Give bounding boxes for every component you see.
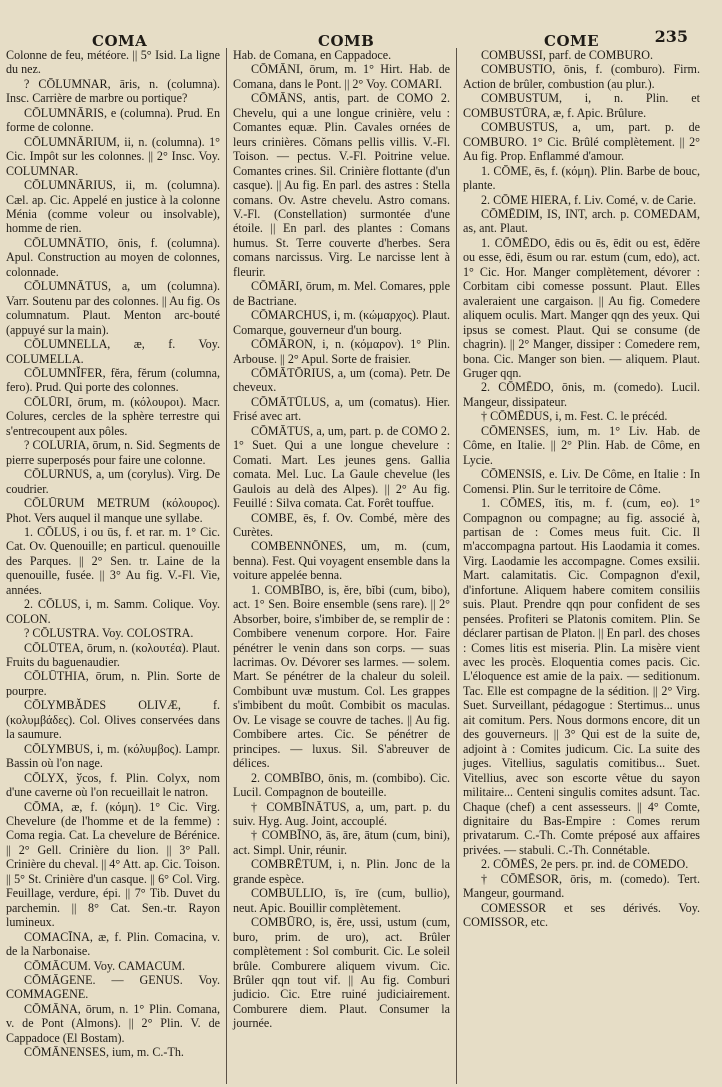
columns: [6, 48, 716, 1084]
dictionary-entry: CŌLUMNĀRIS, e (columna). Prud. En forme de colonne.: [6, 105, 220, 135]
running-head-middle: COMB: [318, 32, 375, 50]
dictionary-entry: 2. CŌME HIERA, f. Liv. Comé, v. de Carie.: [481, 192, 697, 207]
dictionary-entry: 2. CŌMĒS, 2e pers. pr. ind. de COMEDO.: [481, 857, 689, 872]
dictionary-entry: 1. CŌMES, ĭtis, m. f. (cum, eo). 1° Compagnon ou compagne; au fig. associé à, partisan de : Comes meus fuit. Cic. Il m'accompagna partout. His Laodamia it comes. Virg. Laodamie les accompagne. Comes exsilii. Mart. calamitatis. Cic. Compagnon d'exil, d'infortune. Aliquem habere comitem consiliis suis. Plaut. Prendre qqn pour confident de ses pensées. Profiteri se Platonis comitem. Plin. Se déclarer partisan de Platon. || En parl. des choses : Comes litis est miseria. Plin. La misère vient avec les procès. Eloquentia comes pacis. Cic. L'éloquence est amie de la paix. — seditionum. Tac. Elle est compagne de la sédition. || 2° Virg. Suet. Surveillant, pédagogue : Stertimus... unus ait comitum. Pers. Nous dormons encore, dit un des gouverneurs. || 3° Qui est de la suite de, adjoint à : Comites judicum. Cic. La suite des juges. Vitellius, sagulatis comitibus... Suet. Vitellius, avec son escorte vêtue du sayon militaire... Centeni singulis comites adsunt. Tac. Chaque (chef) a cent assesseurs. || 4° Comte, dignitaire du Bas-Empire : Comes rerum privatarum. C.-Th. Comte préposé aux affaires privées. — stabuli. C.-Th. Connétable.: [463, 496, 700, 857]
dictionary-entry: CŌMĀGENE. — GENUS. Voy. COMMAGENE.: [6, 973, 220, 1002]
dictionary-entry: CŌMA, æ, f. (κόμη). 1° Cic. Virg. Chevelure (de l'homme et de la femme) : Coma regia. Cat. La chevelure de Bérénice. || 2° Gell. Crinière du lion. || 3° Pall. Crinière du cheval. || 4° Att. ap. Cic. Toison. || 5° St. Crinière d'un casque. || 6° Col. Virg. Feuillage, verdure, épi. || 7° Tib. Duvet du parchemin. || 8° Cat. Sen.-tr. Rayon lumineux.: [6, 799, 220, 930]
dictionary-entry: ? CŌLUSTRA. Voy. COLOSTRA.: [24, 626, 194, 641]
dictionary-entry: CŌMĀRI, ōrum, m. Mel. Comares, pple de Bactriane.: [233, 279, 450, 308]
dictionary-entry: CŌMARCHUS, i, m. (κώμαρχος). Plaut. Comarque, gouverneur d'un bourg.: [233, 308, 450, 337]
dictionary-entry: Colonne de feu, météore. || 5° Isid. La ligne du nez.: [6, 48, 220, 77]
dictionary-entry: 2. CŌMĒDO, ōnis, m. (comedo). Lucil. Mangeur, dissipateur.: [463, 380, 700, 409]
dictionary-entry: COMBUSSI, parf. de COMBURO.: [481, 48, 654, 62]
dictionary-entry: 2. COMBĪBO, ōnis, m. (combibo). Cic. Lucil. Compagnon de bouteille.: [233, 770, 450, 800]
running-head-left: COMA: [92, 32, 148, 50]
dictionary-entry: CŌMĀTŪLUS, a, um (comatus). Hier. Frisé avec art.: [233, 394, 450, 424]
dictionary-entry: CŌMĀRON, i, n. (κόμαρον). 1° Plin. Arbouse. || 2° Apul. Sorte de fraisier.: [233, 337, 450, 366]
dictionary-entry: 1. CŌME, ēs, f. (κόμη). Plin. Barbe de bouc, plante.: [463, 163, 700, 193]
dictionary-entry: CŌLUMNĀTIO, ōnis, f. (columna). Apul. Construction au moyen de colonnes, colonnade.: [6, 235, 220, 279]
column-3: [456, 48, 708, 1084]
dictionary-entry: ? CŌLUMNAR, āris, n. (columna). Insc. Carrière de marbre ou portique?: [6, 76, 220, 106]
dictionary-entry: COMESSOR et ses dérivés. Voy. COMISSOR, etc.: [463, 900, 700, 930]
dictionary-entry: CŌLUMNĀTUS, a, um (columna). Varr. Soutenu par des colonnes. || Au fig. Os columnatum. Plaut. Menton arc-bouté (appuyé sur la main).: [6, 279, 220, 337]
page-header: [6, 4, 716, 48]
dictionary-entry: CŌMĀNA, ōrum, n. 1° Plin. Comana, v. de Pont (Almons). || 2° Plin. V. de Cappadoce (El Bostam).: [6, 1001, 220, 1045]
page-number: 235: [654, 27, 688, 46]
dictionary-entry: CŌLŪRI, ōrum, m. (κόλουροι). Macr. Colures, cercles de la sphère terrestre qui s'entrecoupent aux pôles.: [6, 394, 220, 438]
dictionary-entry: 2. CŌLUS, i, m. Samm. Colique. Voy. COLON.: [6, 597, 220, 626]
dictionary-entry: CŌLUMNĀRIUS, ii, m. (columna). Cæl. ap. Cic. Appelé en justice à la colonne Ménia (comme voleur ou insolvable), homme de rien.: [6, 178, 220, 236]
dictionary-entry: COMBUSTUS, a, um, part. p. de COMBURO. 1° Cic. Brûlé complètement. || 2° Au fig. Prop. Enflammé d'amour.: [463, 120, 700, 164]
dictionary-entry: CŌMĀTŌRIUS, a, um (coma). Petr. De cheveux.: [233, 365, 450, 395]
dictionary-entry: CŌMENSES, ium, m. 1° Liv. Hab. de Côme, en Italie. || 2° Plin. Hab. de Côme, en Lycie.: [463, 423, 700, 467]
dictionary-entry: COMBENNŌNES, um, m. (cum, benna). Fest. Qui voyagent ensemble dans la voiture appelée benna.: [233, 539, 450, 583]
dictionary-entry: CŌMĀNENSES, ium, m. C.-Th.: [24, 1045, 184, 1060]
dictionary-entry: COMBRĒTUM, i, n. Plin. Jonc de la grande espèce.: [233, 857, 450, 886]
dictionary-entry: COMBE, ēs, f. Ov. Combé, mère des Curètes.: [233, 510, 450, 539]
dictionary-entry: CŌMĀNS, antis, part. de COMO 2. Chevelu, qui a une longue crinière, velu : Comantes equæ. Plin. Cavales ornées de leurs crinières. Cŏmans pellis villis. V.-Fl. Toison. — pectus. V.-Fl. Poitrine velue. Comantes crines. Sil. Crinière flottante (d'un casque). || Au fig. En parl. des astres : Stella comans. Ov. Astre chevelu. Astro comans. V.-Fl. (Constellation) surmontée d'une étoile. || En parl. des plantes : Comans humus. St. Terre couverte d'herbes. Sera comans narcissus. Virg. Le narcisse lent à fleurir.: [233, 91, 450, 279]
dictionary-entry: CŌLŪRUM METRUM (κόλουρος). Phot. Vers auquel il manque une syllabe.: [6, 496, 220, 525]
dictionary-entry: CŌLUMNĬFER, fĕra, fĕrum (columna, fero). Prud. Qui porte des colonnes.: [6, 365, 220, 395]
dictionary-entry: † CŌMĒSOR, ōris, m. (comedo). Tert. Mangeur, gourmand.: [463, 871, 700, 901]
dictionary-entry: COMBUSTIO, ōnis, f. (comburo). Firm. Action de brûler, combustion (au plur.).: [463, 62, 700, 91]
dictionary-entry: CŌLYMBUS, i, m. (κόλυμβος). Lampr. Bassin où l'on nage.: [6, 741, 220, 771]
dictionary-entry: CŌLYMBĂDES OLIVÆ, f. (κολυμβάδες). Col. Olives conservées dans la saumure.: [6, 698, 220, 742]
dictionary-entry: CŌLŪTHIA, ōrum, n. Plin. Sorte de pourpre.: [6, 669, 220, 698]
column-2: [226, 48, 456, 1084]
dictionary-entry: CŌLUMNELLA, æ, f. Voy. COLUMELLA.: [6, 337, 220, 366]
dictionary-entry: COMBŪRO, is, ĕre, ussi, ustum (cum, buro, prim. de uro), act. Brûler complètement : Sol comburit. Cic. Le soleil brûle. Comburere aliquem vivum. Cic. Brûler qqn tout vif. || Au fig. Comburi judicio. Cic. Etre ruiné judiciairement. Comburere diem. Plaut. Consumer la journée.: [233, 915, 450, 1031]
dictionary-entry: CŌMĀTUS, a, um, part. p. de COMO 2. 1° Suet. Qui a une longue chevelure : Comati. Mart. Les jeunes gens. Gallia comata. Mel. Luc. La Gaule chevelue (les Gaulois au delà des Alpes). || 2° Au fig. Feuillé : Silva comata. Cat. Forêt touffue.: [233, 423, 450, 511]
dictionary-entry: ? COLURIA, ōrum, n. Sid. Segments de pierre superposés pour faire une colonne.: [6, 438, 220, 467]
dictionary-entry: Hab. de Comana, en Cappadoce.: [233, 48, 392, 62]
dictionary-entry: † CŌMĒDUS, i, m. Fest. C. le précéd.: [481, 409, 668, 424]
dictionary-entry: CŌLUMNĀRIUM, ii, n. (columna). 1° Cic. Impôt sur les colonnes. || 2° Insc. Voy. COLUMNAR.: [6, 134, 220, 178]
dictionary-entry: CŌMĀCUM. Voy. CAMACUM.: [24, 958, 186, 973]
dictionary-entry: † COMBĪNO, ās, āre, ātum (cum, bini), act. Simpl. Unir, réunir.: [233, 828, 450, 857]
dictionary-entry: CŌMĀNI, ōrum, m. 1° Hirt. Hab. de Comana, dans le Pont. || 2° Voy. COMARI.: [233, 62, 450, 91]
dictionary-entry: CŌMĒDIM, IS, INT, arch. p. COMEDAM, as, ant. Plaut.: [463, 206, 700, 236]
dictionary-entry: 1. COMBĪBO, is, ĕre, bĭbi (cum, bibo), act. 1° Sen. Boire ensemble (sens rare). || 2° Absorber, boire, s'imbiber de, se remplir de : Combibere venenum corpore. Hor. Faire pénétrer le venin dans son corps. — suas lacrimas. Ov. Dévorer ses larmes. — solem. Mart. Se pénétrer de la chaleur du soleil. Combibunt uvæ mustum. Col. Les grappes s'imbibent du moût. Combibit os maculas. Ov. Le visage se couvre de taches. || Au fig. Combibere artes. Cic. Se pénétrer de principes. — luxus. Sil. S'abreuver de délices.: [233, 582, 450, 771]
dictionary-entry: COMBULLIO, īs, īre (cum, bullio), neut. Apic. Bouillir complètement.: [233, 886, 450, 915]
dictionary-entry: 1. CŌMĒDO, ēdis ou ēs, ēdit ou est, ēdĕre ou esse, ēdi, ēsum ou rar. estum (cum, edo), act. 1° Cic. Hor. Manger complètement, dévorer : Corbitam cibi comesse possunt. Plaut. Elles avaleraient une cargaison. || Au fig. Comedere aliquem oculis. Mart. Manger qqn des yeux. Qui ipsus se comest. Plaut. Qui se consume (de chagrin). || 2° Manger, dissiper : Comedere rem, bona. Cic. Manger son bien. — aliquem. Plaut. Gruger qqn.: [463, 235, 700, 380]
dictionary-entry: 1. CŌLUS, i ou ūs, f. et rar. m. 1° Cic. Cat. Ov. Quenouille; en particul. quenouille des Parques. || 2° Sen. tr. Laine de la quenouille, fusée. || 3° Au fig. V.-Fl. Vie, années.: [6, 524, 220, 597]
running-head-right: COME: [544, 32, 600, 50]
dictionary-entry: COMACĪNA, æ, f. Plin. Comacina, v. de la Narbonaise.: [6, 929, 220, 959]
dictionary-entry: CŌLURNUS, a, um (corylus). Virg. De coudrier.: [6, 467, 220, 496]
dictionary-entry: † COMBĪNĀTUS, a, um, part. p. du suiv. Hyg. Aug. Joint, accouplé.: [233, 799, 450, 829]
dictionary-entry: COMBUSTUM, i, n. Plin. et COMBUSTŪRA, æ, f. Apic. Brûlure.: [463, 91, 700, 120]
dictionary-entry: CŌLYX, ўcos, f. Plin. Colyx, nom d'une caverne où l'on recueillait le natron.: [6, 770, 220, 800]
dictionary-entry: CŌLŪTEA, ōrum, n. (κολουτέα). Plaut. Fruits du baguenaudier.: [6, 640, 220, 670]
column-1: [6, 48, 226, 1084]
dictionary-entry: CŌMENSIS, e. Liv. De Côme, en Italie : In Comensi. Plin. Sur le territoire de Côme.: [463, 467, 700, 496]
